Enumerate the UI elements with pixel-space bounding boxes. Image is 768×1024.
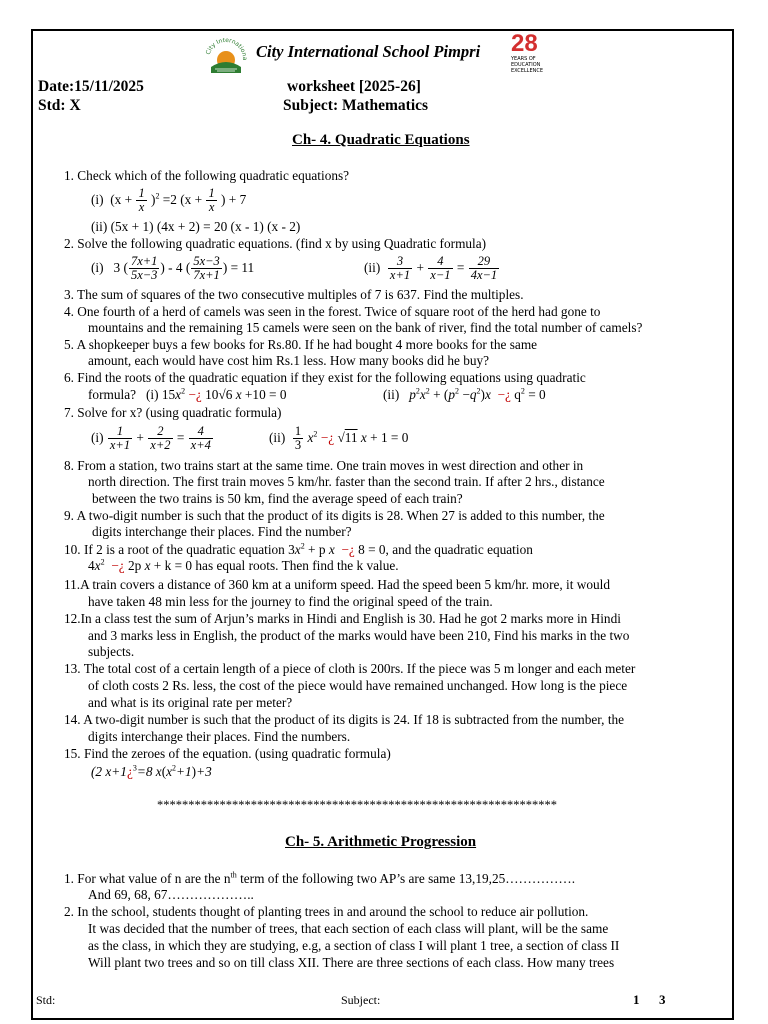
question-2: 2. Solve the following quadratic equations. (find x by using Quadratic formula) bbox=[64, 236, 487, 251]
question-14-line2: digits interchange their places. Find the numbers. bbox=[88, 729, 351, 744]
ap-question-2-line2: It was decided that the number of trees, that each section of each class will plant, will be the same bbox=[88, 921, 609, 936]
badge-text: YEARS OF EDUCATION EXCELLENCE bbox=[511, 56, 543, 74]
question-9-line2: digits interchange their places. Find the number? bbox=[92, 524, 352, 539]
footer-subject: Subject: bbox=[341, 993, 381, 1007]
question-3: 3. The sum of squares of the two consecutive multiples of 7 is 637. Find the multiples. bbox=[64, 287, 524, 302]
question-1-i: (i) (x + $\frac{1}{x}$ )$^2$ =2 (x + $\frac{1}{x}$ ) + 7 bbox=[91, 186, 247, 215]
question-8-line2: north direction. The first train moves 5 km/hr. faster than the second train. If after 2 hrs., distance bbox=[88, 474, 605, 489]
question-1: 1. Check which of the following quadratic equations? bbox=[64, 168, 350, 183]
badge-number: 28 bbox=[511, 30, 538, 57]
ap-question-1-line2: And 69, 68, 67……………….. bbox=[88, 887, 254, 902]
ap-question-2-line1: 2. In the school, students thought of planting trees in and around the school to reduce air pollution. bbox=[64, 904, 589, 919]
chapter4-title: Ch- 4. Quadratic Equations bbox=[292, 132, 470, 148]
question-5-line1: 5. A shopkeeper buys a few books for Rs.80. If he had bought 4 more books for the same bbox=[64, 337, 538, 352]
question-8-line1: 8. From a station, two trains start at the same time. One train moves in west direction and other in bbox=[64, 458, 584, 473]
chapter5-title: Ch- 5. Arithmetic Progression bbox=[285, 834, 477, 850]
footer-page-total: 3 bbox=[659, 992, 666, 1007]
anniversary-badge bbox=[511, 32, 553, 78]
date-label: Date:15/11/2025 bbox=[38, 78, 144, 95]
question-8-line3: between the two trains is 50 km, find the average speed of each train? bbox=[92, 491, 463, 506]
footer-page-number: 1 bbox=[633, 992, 640, 1007]
ap-question-2-line4: Will plant two trees and so on till class XII. There are three sections of each class. How many trees bbox=[88, 955, 615, 970]
question-7-i: (i) $\frac{1}{x+1}$ + $\frac{2}{x+2}$ = $\frac{4}{x+4}$ bbox=[91, 424, 211, 453]
question-7: 7. Solve for x? (using quadratic formula) bbox=[64, 405, 282, 420]
logo-arc-text: City Internationa bbox=[204, 36, 249, 61]
question-11-line2: have taken 48 min less for the journey to find the original speed of the train. bbox=[88, 594, 493, 609]
worksheet-label: worksheet [2025-26] bbox=[287, 78, 421, 95]
school-name: City International School Pimpri bbox=[256, 42, 481, 61]
subject-label: Subject: Mathematics bbox=[283, 97, 429, 114]
question-12-line2: and 3 marks less in English, the product of the marks would have been 210, Find his marks in the two bbox=[88, 628, 630, 643]
question-10-line1: 10. If 2 is a root of the quadratic equation $3x^2 + p$ x −¿ 8 = 0, and the quadratic equation bbox=[64, 541, 533, 557]
question-2-ii: (ii) $\frac{3}{x+1}$ + $\frac{4}{x-1}$ = $\frac{29}{4x-1}$ bbox=[364, 254, 498, 283]
question-1-ii: (ii) (5x + 1) (4x + 2) = 20 (x - 1) (x - 2) bbox=[91, 219, 301, 234]
question-5-line2: amount, each would have cost him Rs.1 less. How many books did he buy? bbox=[88, 353, 490, 368]
std-label: Std: X bbox=[38, 97, 81, 114]
question-2-i: (i) 3 ( $\frac{7x+1}{5x-3}$ ) - 4 ( $\frac{5x-3}{7x+1}$ ) = 11 bbox=[91, 254, 255, 283]
ap-question-2-line3: as the class, in which they are studying, e.g, a section of class I will plant 1 tree, a section of class II bbox=[88, 938, 620, 953]
school-logo bbox=[203, 33, 249, 77]
question-14-line1: 14. A two-digit number is such that the product of its digits is 24. If 18 is subtracted from the number, the bbox=[64, 712, 625, 727]
question-9-line1: 9. A two-digit number is such that the product of its digits is 28. When 27 is added to this number, the bbox=[64, 508, 605, 523]
question-10-line2: $4x^2$ −¿ 2p x + k = 0 has equal roots. Then find the k value. bbox=[88, 557, 399, 573]
question-15-equation: (2 x+1¿$^3$=8 $x(x^2+1)+3$ bbox=[91, 763, 212, 779]
question-12-line3: subjects. bbox=[88, 644, 135, 659]
question-4-line2: mountains and the remaining 15 camels were seen on the bank of river, find the total number of camels? bbox=[88, 320, 643, 335]
question-15: 15. Find the zeroes of the equation. (using quadratic formula) bbox=[64, 746, 391, 761]
question-13-line2: of cloth costs 2 Rs. less, the cost of the piece would have remained unchanged. How long is the piece bbox=[88, 678, 628, 693]
question-12-line1: 12.In a class test the sum of Arjun’s marks in Hindi and English is 30. Had he got 2 marks more in Hindi bbox=[64, 611, 621, 626]
footer-std: Std: bbox=[36, 993, 56, 1007]
question-4-line1: 4. One fourth of a herd of camels was seen in the forest. Twice of square root of the herd had gone to bbox=[64, 304, 601, 319]
question-6-line2: formula? (i) $15x^2$ −¿ 10√6 x +10 = 0 bbox=[88, 386, 287, 402]
question-11-line1: 11.A train covers a distance of 360 km at a uniform speed. Had the speed been 5 km/hr. more, it would bbox=[64, 577, 611, 592]
question-13-line3: and what is its original rate per meter? bbox=[88, 695, 293, 710]
question-6-ii: (ii) $p^2x^2 + (p^2 -q^2)x$ −¿ $q^2 = 0$ bbox=[383, 386, 546, 402]
section-separator: **************************************************************** bbox=[157, 798, 557, 812]
question-6-line1: 6. Find the roots of the quadratic equation if they exist for the following equations using quadratic bbox=[64, 370, 586, 385]
question-13-line1: 13. The total cost of a certain length of a piece of cloth is 200rs. If the piece was 5 m longer and each meter bbox=[64, 661, 636, 676]
ap-question-1-line1: 1. For what value of n are the $n^{th}$ term of the following two AP’s are same 13,19,25……………. bbox=[64, 870, 576, 886]
question-7-ii: (ii) $\frac{1}{3}$ $x^2$ −¿ √11 x + 1 = 0 bbox=[269, 424, 409, 453]
